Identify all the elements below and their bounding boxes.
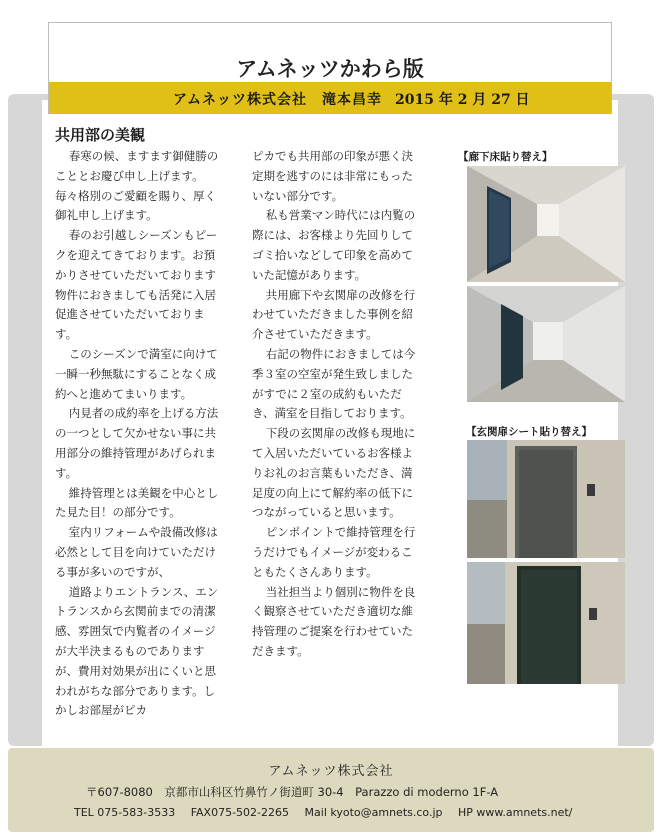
header [48, 22, 612, 114]
paragraph: 春のお引越しシーズンもピークを迎えてきております。お預かりさせていただいております物件におきましても活発に入居促進させていただいております。 [55, 228, 218, 342]
footer-tel: TEL 075-583-3533 [74, 806, 176, 819]
footer-contact [74, 806, 584, 819]
article-column-1 [55, 147, 225, 721]
footer-homepage[interactable]: HP www.amnets.net/ [458, 806, 573, 819]
paragraph: ピンポイントで維持管理を行うだけでもイメージが変わることもたくさんあります。 [252, 525, 416, 579]
paragraph: 下段の玄関扉の改修も現地にて入居いただいているお客様よりお礼のお言葉もいただき、満足度の向上にて解約率の低下につながっていると思います。 [252, 426, 416, 520]
door-photo-before [467, 440, 625, 558]
footer [8, 748, 654, 832]
footer-fax: FAX075-502-2265 [190, 806, 290, 819]
photo-label-corridor: 【廊下床貼り替え】 [458, 151, 553, 163]
paragraph: 右記の物件におきましては今季３室の空室が発生致しましたがすでに２室の成約もいただき、満室を目指しております。 [252, 346, 416, 421]
paragraph: ピカでも共用部の印象が悪く決定期を逃すのには非常にもったいない部分です。 [252, 149, 413, 203]
article-column-2 [252, 147, 424, 662]
paragraph: 当社担当より個別に物件を良く観察させていただき適切な維持管理のご提案を行わせていただきます。 [252, 584, 416, 658]
paragraph: 私も営業マン時代には内覧の際には、お客様より先回りしてゴミ拾いなどして印象を高めていた記憶があります。 [252, 208, 416, 282]
corridor-photo-2 [467, 286, 625, 402]
paragraph: 道路よりエントランス、エントランスから玄関前までの清潔感、雰囲気で内覧者のイメージが大半決まるものでありますが、費用対効果が出にくいと思われがちな部分であります。しかしお部屋がピカ [55, 584, 219, 718]
door-photo-after [467, 562, 625, 684]
section-heading: 共用部の美観 [55, 126, 146, 144]
paragraph: 共用廊下や玄関扉の改修を行わせていただきました事例を紹介させていただきます。 [252, 287, 416, 342]
photo-label-door: 【玄関扉シート貼り替え】 [466, 426, 592, 438]
paragraph: 室内リフォームや設備改修は必然として目を向けていただける事が多いのですが、 [55, 525, 218, 579]
footer-company: アムネッツ株式会社 [268, 764, 394, 779]
header-bar [49, 82, 611, 114]
newsletter-title: アムネッツかわら版 [236, 56, 424, 81]
corridor-photo-1 [467, 166, 625, 282]
footer-mail[interactable]: Mail kyoto@amnets.co.jp [304, 806, 443, 819]
paragraph: このシーズンで満室に向けて一瞬一秒無駄にすることなく成約へと進めてまいります。 [55, 346, 218, 401]
footer-address: 〒607-8080 京都市山科区竹鼻竹ノ街道町 30-4 Parazzo di moderno 1F-A [86, 785, 499, 799]
issue-date: 2015 年 2 月 27 日 [395, 92, 530, 108]
paragraph: 春寒の候、ますます御健勝のこととお慶び申し上げます。毎々格別のご愛顧を賜り、厚く御礼申し上げます。 [55, 149, 219, 223]
paragraph: 維持管理とは美観を中心とした見た目！の部分です。 [55, 485, 219, 520]
company-author: アムネッツ株式会社 滝本昌幸 [173, 92, 383, 108]
paragraph: 内見者の成約率を上げる方法の一つとして欠かせない事に共用部分の維持管理があげられます。 [55, 406, 219, 480]
